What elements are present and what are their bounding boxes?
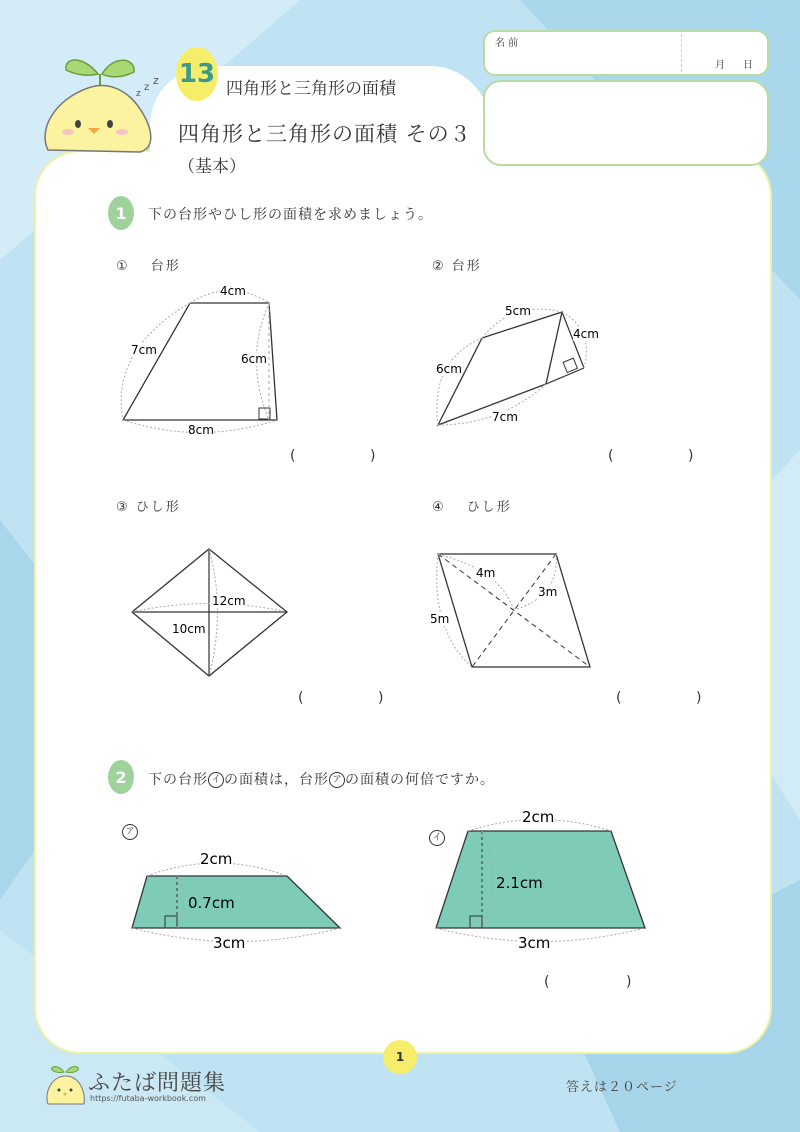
logo-mascot-icon xyxy=(44,1060,88,1108)
svg-text:z: z xyxy=(153,74,159,87)
fig1-left-label: 7cm xyxy=(131,343,157,357)
answer-blank-1[interactable]: ( ) xyxy=(290,448,376,464)
fig3-diag2-label: 10cm xyxy=(172,622,206,636)
fig2-side-label: 4cm xyxy=(573,327,599,341)
answer-blank-4[interactable]: ( ) xyxy=(616,690,702,706)
mark-a-inline: ア xyxy=(329,772,345,788)
fig-a-top-label: 2cm xyxy=(200,850,233,868)
unit-number-badge: 13 xyxy=(176,47,218,101)
question-1-number: 1 xyxy=(108,196,134,230)
fig4-side-label: 5m xyxy=(430,612,450,626)
question-2-number: 2 xyxy=(108,760,134,794)
month-label: 月 xyxy=(715,60,725,71)
logo-text: ふたば問題集 xyxy=(88,1071,227,1096)
fig1-bottom-label: 8cm xyxy=(188,423,214,437)
question-2-text: 下の台形 イ の面積は，台形 ア の面積の何倍ですか。 xyxy=(148,772,495,788)
answer-reference: 答えは２０ページ xyxy=(566,1080,678,1095)
fig-b-top-label: 2cm xyxy=(522,808,555,826)
problem-2-label: ② 台形 xyxy=(432,259,482,274)
fig-b-bottom-label: 3cm xyxy=(518,934,551,952)
fig-b-height-label: 2.1cm xyxy=(496,874,543,892)
svg-text:z: z xyxy=(136,89,141,99)
answer-blank-3[interactable]: ( ) xyxy=(298,690,384,706)
problem-4-label: ④ ひし形 xyxy=(432,500,512,515)
fig-b-mark: イ xyxy=(429,830,445,846)
unit-title: 四角形と三角形の面積 xyxy=(226,79,396,99)
fig-a-height-label: 0.7cm xyxy=(188,894,235,912)
page-number: 1 xyxy=(383,1040,417,1074)
fig2-top-label: 5cm xyxy=(505,304,531,318)
fig1-height-label: 6cm xyxy=(241,352,267,366)
day-label: 日 xyxy=(743,60,753,71)
fig2-left-label: 6cm xyxy=(436,362,462,376)
fig-a-bottom-label: 3cm xyxy=(213,934,246,952)
answer-blank-2[interactable]: ( ) xyxy=(608,448,694,464)
answer-blank-q2[interactable]: ( ) xyxy=(544,974,632,990)
question-1-text: 下の台形やひし形の面積を求めましょう。 xyxy=(148,207,433,223)
logo-url[interactable]: https://futaba-workbook.com xyxy=(90,1094,206,1103)
page-title: 四角形と三角形の面積 その３ xyxy=(178,122,472,146)
fig4-d2-label: 3m xyxy=(538,585,558,599)
mark-i-inline: イ xyxy=(208,772,224,788)
svg-text:z: z xyxy=(144,82,150,93)
problem-3-label: ③ ひし形 xyxy=(116,500,181,515)
problem-1-label: ① 台形 xyxy=(116,259,181,274)
fig4-d1-label: 4m xyxy=(476,566,496,580)
fig2-bottom-label: 7cm xyxy=(492,410,518,424)
name-label: 名 前 xyxy=(495,38,519,49)
fig-a-mark: ア xyxy=(122,824,138,840)
fig1-top-label: 4cm xyxy=(220,284,246,298)
page-subtitle: （基本） xyxy=(178,157,246,177)
fig3-diag1-label: 12cm xyxy=(212,594,246,608)
